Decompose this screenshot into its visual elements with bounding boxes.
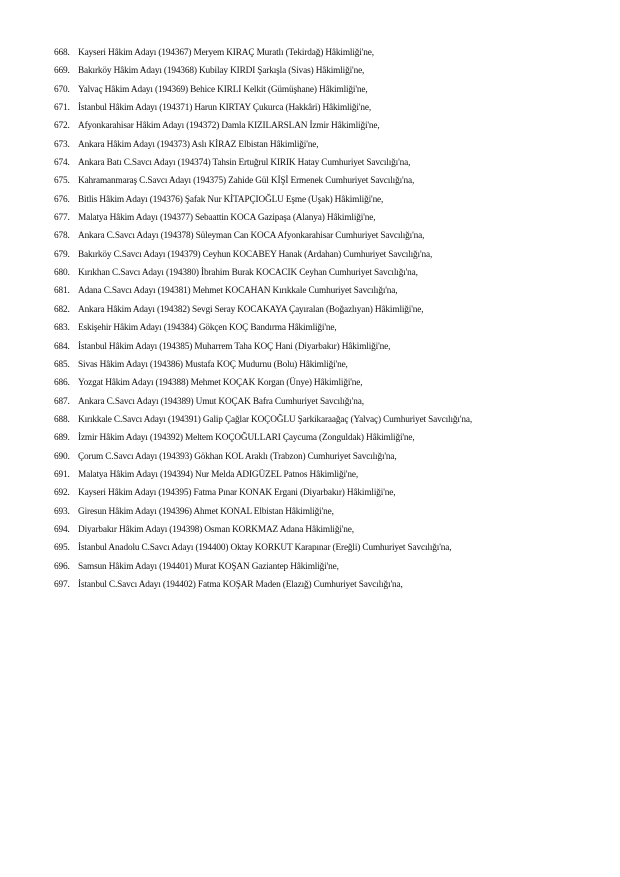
entry-text: Kahramanmaraş C.Savcı Adayı (194375) Zahide Gül KİŞİ Ermenek Cumhuriyet Savcılığı'na, bbox=[78, 176, 415, 187]
list-item bbox=[54, 576, 574, 594]
entry-number: 690. bbox=[54, 451, 70, 462]
entry-text: Kayseri Hâkim Adayı (194367) Meryem KIRAÇ Muratlı (Tekirdağ) Hâkimliği'ne, bbox=[78, 48, 374, 58]
list-item bbox=[54, 154, 574, 172]
entry-number: 687. bbox=[54, 396, 70, 407]
list-item bbox=[54, 521, 574, 539]
list-item bbox=[54, 429, 574, 447]
entry-text: Giresun Hâkim Adayı (194396) Ahmet KONAL Elbistan Hâkimliği'ne, bbox=[78, 506, 334, 517]
entry-number: 671. bbox=[54, 103, 70, 114]
list-item bbox=[54, 246, 574, 264]
entry-number: 678. bbox=[54, 231, 70, 242]
entry-text: Kırıkkale C.Savcı Adayı (194391) Galip Çağlar KOÇOĞLU Şarkikaraağaç (Yalvaç) Cumhuriyet Savcılığı'na, bbox=[78, 414, 473, 425]
entry-number: 695. bbox=[54, 543, 70, 554]
entry-number: 670. bbox=[54, 84, 70, 95]
entry-number: 669. bbox=[54, 66, 70, 77]
entry-text: Afyonkarahisar Hâkim Adayı (194372) Damla KIZILARSLAN İzmir Hâkimliği'ne, bbox=[78, 121, 380, 132]
entry-number: 697. bbox=[54, 579, 70, 590]
entry-text: Malatya Hâkim Adayı (194377) Sebaattin KOCA Gazipaşa (Alanya) Hâkimliği'ne, bbox=[78, 213, 376, 224]
entry-number: 692. bbox=[54, 488, 70, 499]
list-item bbox=[54, 393, 574, 411]
entry-number: 685. bbox=[54, 359, 70, 370]
entry-number: 691. bbox=[54, 469, 70, 480]
entry-number: 693. bbox=[54, 506, 70, 517]
entry-number: 668. bbox=[54, 48, 70, 58]
list-item bbox=[54, 282, 574, 300]
entry-text: İstanbul C.Savcı Adayı (194402) Fatma KOŞAR Maden (Elazığ) Cumhuriyet Savcılığı'na, bbox=[78, 579, 403, 590]
list-item bbox=[54, 374, 574, 392]
entry-number: 688. bbox=[54, 414, 70, 425]
list-item bbox=[54, 172, 574, 190]
entry-number: 677. bbox=[54, 213, 70, 224]
entry-number: 681. bbox=[54, 286, 70, 297]
entry-text: İstanbul Hâkim Adayı (194385) Muharrem Taha KOÇ Hani (Diyarbakır) Hâkimliği'ne, bbox=[78, 341, 391, 352]
entry-number: 674. bbox=[54, 158, 70, 169]
list-item bbox=[54, 466, 574, 484]
entry-number: 696. bbox=[54, 561, 70, 572]
entry-number: 676. bbox=[54, 194, 70, 205]
entry-number: 672. bbox=[54, 121, 70, 132]
entry-number: 682. bbox=[54, 304, 70, 315]
list-item bbox=[54, 117, 574, 135]
entry-text: Ankara C.Savcı Adayı (194389) Umut KOÇAK Bafra Cumhuriyet Savcılığı'na, bbox=[78, 396, 364, 407]
entry-text: Yalvaç Hâkim Adayı (194369) Behice KIRLI Kelkit (Gümüşhane) Hâkimliği'ne, bbox=[78, 84, 368, 95]
entry-number: 684. bbox=[54, 341, 70, 352]
entry-number: 683. bbox=[54, 323, 70, 334]
entry-text: İstanbul Anadolu C.Savcı Adayı (194400) Oktay KORKUT Karapınar (Ereğli) Cumhuriyet Savcılığı'na, bbox=[78, 543, 452, 554]
entry-number: 686. bbox=[54, 378, 70, 389]
list-item bbox=[54, 44, 574, 62]
entry-number: 675. bbox=[54, 176, 70, 187]
entry-text: Ankara Batı C.Savcı Adayı (194374) Tahsin Ertuğrul KIRIK Hatay Cumhuriyet Savcılığı'na, bbox=[78, 158, 411, 169]
entry-text: Eskişehir Hâkim Adayı (194384) Gökçen KOÇ Bandırma Hâkimliği'ne, bbox=[78, 323, 337, 334]
entry-text: Adana C.Savcı Adayı (194381) Mehmet KOCAHAN Kırıkkale Cumhuriyet Savcılığı'na, bbox=[78, 286, 398, 297]
list-item bbox=[54, 338, 574, 356]
list-item bbox=[54, 227, 574, 245]
list-item bbox=[54, 264, 574, 282]
entry-text: Bakırköy C.Savcı Adayı (194379) Ceyhun KOCABEY Hanak (Ardahan) Cumhuriyet Savcılığı'na, bbox=[78, 249, 433, 260]
list-item bbox=[54, 411, 574, 429]
entry-text: İzmir Hâkim Adayı (194392) Meltem KOÇOĞULLARI Çaycuma (Zonguldak) Hâkimliği'ne, bbox=[78, 433, 415, 444]
entry-text: Ankara Hâkim Adayı (194373) Aslı KİRAZ Elbistan Hâkimliği'ne, bbox=[78, 139, 319, 150]
entry-text: Yozgat Hâkim Adayı (194388) Mehmet KOÇAK Korgan (Ünye) Hâkimliği'ne, bbox=[78, 378, 363, 389]
entry-text: Bakırköy Hâkim Adayı (194368) Kubilay KIRDI Şarkışla (Sivas) Hâkimliği'ne, bbox=[78, 66, 365, 77]
entry-text: Ankara Hâkim Adayı (194382) Sevgi Seray KOCAKAYA Çayıralan (Boğazlıyan) Hâkimliği'ne, bbox=[78, 304, 424, 315]
list-item bbox=[54, 319, 574, 337]
list-item bbox=[54, 539, 574, 557]
entry-number: 689. bbox=[54, 433, 70, 444]
entry-text: Çorum C.Savcı Adayı (194393) Gökhan KOL Araklı (Trabzon) Cumhuriyet Savcılığı'na, bbox=[78, 451, 397, 462]
entry-number: 673. bbox=[54, 139, 70, 150]
entry-text: Malatya Hâkim Adayı (194394) Nur Melda ADIGÜZEL Patnos Hâkimliği'ne, bbox=[78, 469, 359, 480]
list-item bbox=[54, 503, 574, 521]
list-item bbox=[54, 191, 574, 209]
entry-text: Kırıkhan C.Savcı Adayı (194380) İbrahim Burak KOCACIK Ceyhan Cumhuriyet Savcılığı'na, bbox=[78, 268, 418, 279]
list-item bbox=[54, 62, 574, 80]
list-item bbox=[54, 356, 574, 374]
entry-text: Diyarbakır Hâkim Adayı (194398) Osman KORKMAZ Adana Hâkimliği'ne, bbox=[78, 524, 354, 535]
list-item bbox=[54, 448, 574, 466]
list-item bbox=[54, 136, 574, 154]
entry-number: 679. bbox=[54, 249, 70, 260]
entry-text: Kayseri Hâkim Adayı (194395) Fatma Pınar KONAK Ergani (Diyarbakır) Hâkimliği'ne, bbox=[78, 488, 396, 499]
entry-text: Sivas Hâkim Adayı (194386) Mustafa KOÇ Mudurnu (Bolu) Hâkimliği'ne, bbox=[78, 359, 348, 370]
entry-number: 680. bbox=[54, 268, 70, 279]
list-item bbox=[54, 81, 574, 99]
entry-number: 694. bbox=[54, 524, 70, 535]
entry-text: Samsun Hâkim Adayı (194401) Murat KOŞAN Gaziantep Hâkimliği'ne, bbox=[78, 561, 339, 572]
list-item bbox=[54, 301, 574, 319]
list-item bbox=[54, 558, 574, 576]
list-item bbox=[54, 209, 574, 227]
entry-text: Bitlis Hâkim Adayı (194376) Şafak Nur KİTAPÇIOĞLU Eşme (Uşak) Hâkimliği'ne, bbox=[78, 194, 384, 205]
list-item bbox=[54, 99, 574, 117]
appointment-list bbox=[54, 44, 574, 594]
entry-text: İstanbul Hâkim Adayı (194371) Harun KIRTAY Çukurca (Hakkâri) Hâkimliği'ne, bbox=[78, 103, 371, 114]
entry-text: Ankara C.Savcı Adayı (194378) Süleyman Can KOCA Afyonkarahisar Cumhuriyet Savcılığı'na, bbox=[78, 231, 425, 242]
list-item bbox=[54, 484, 574, 502]
